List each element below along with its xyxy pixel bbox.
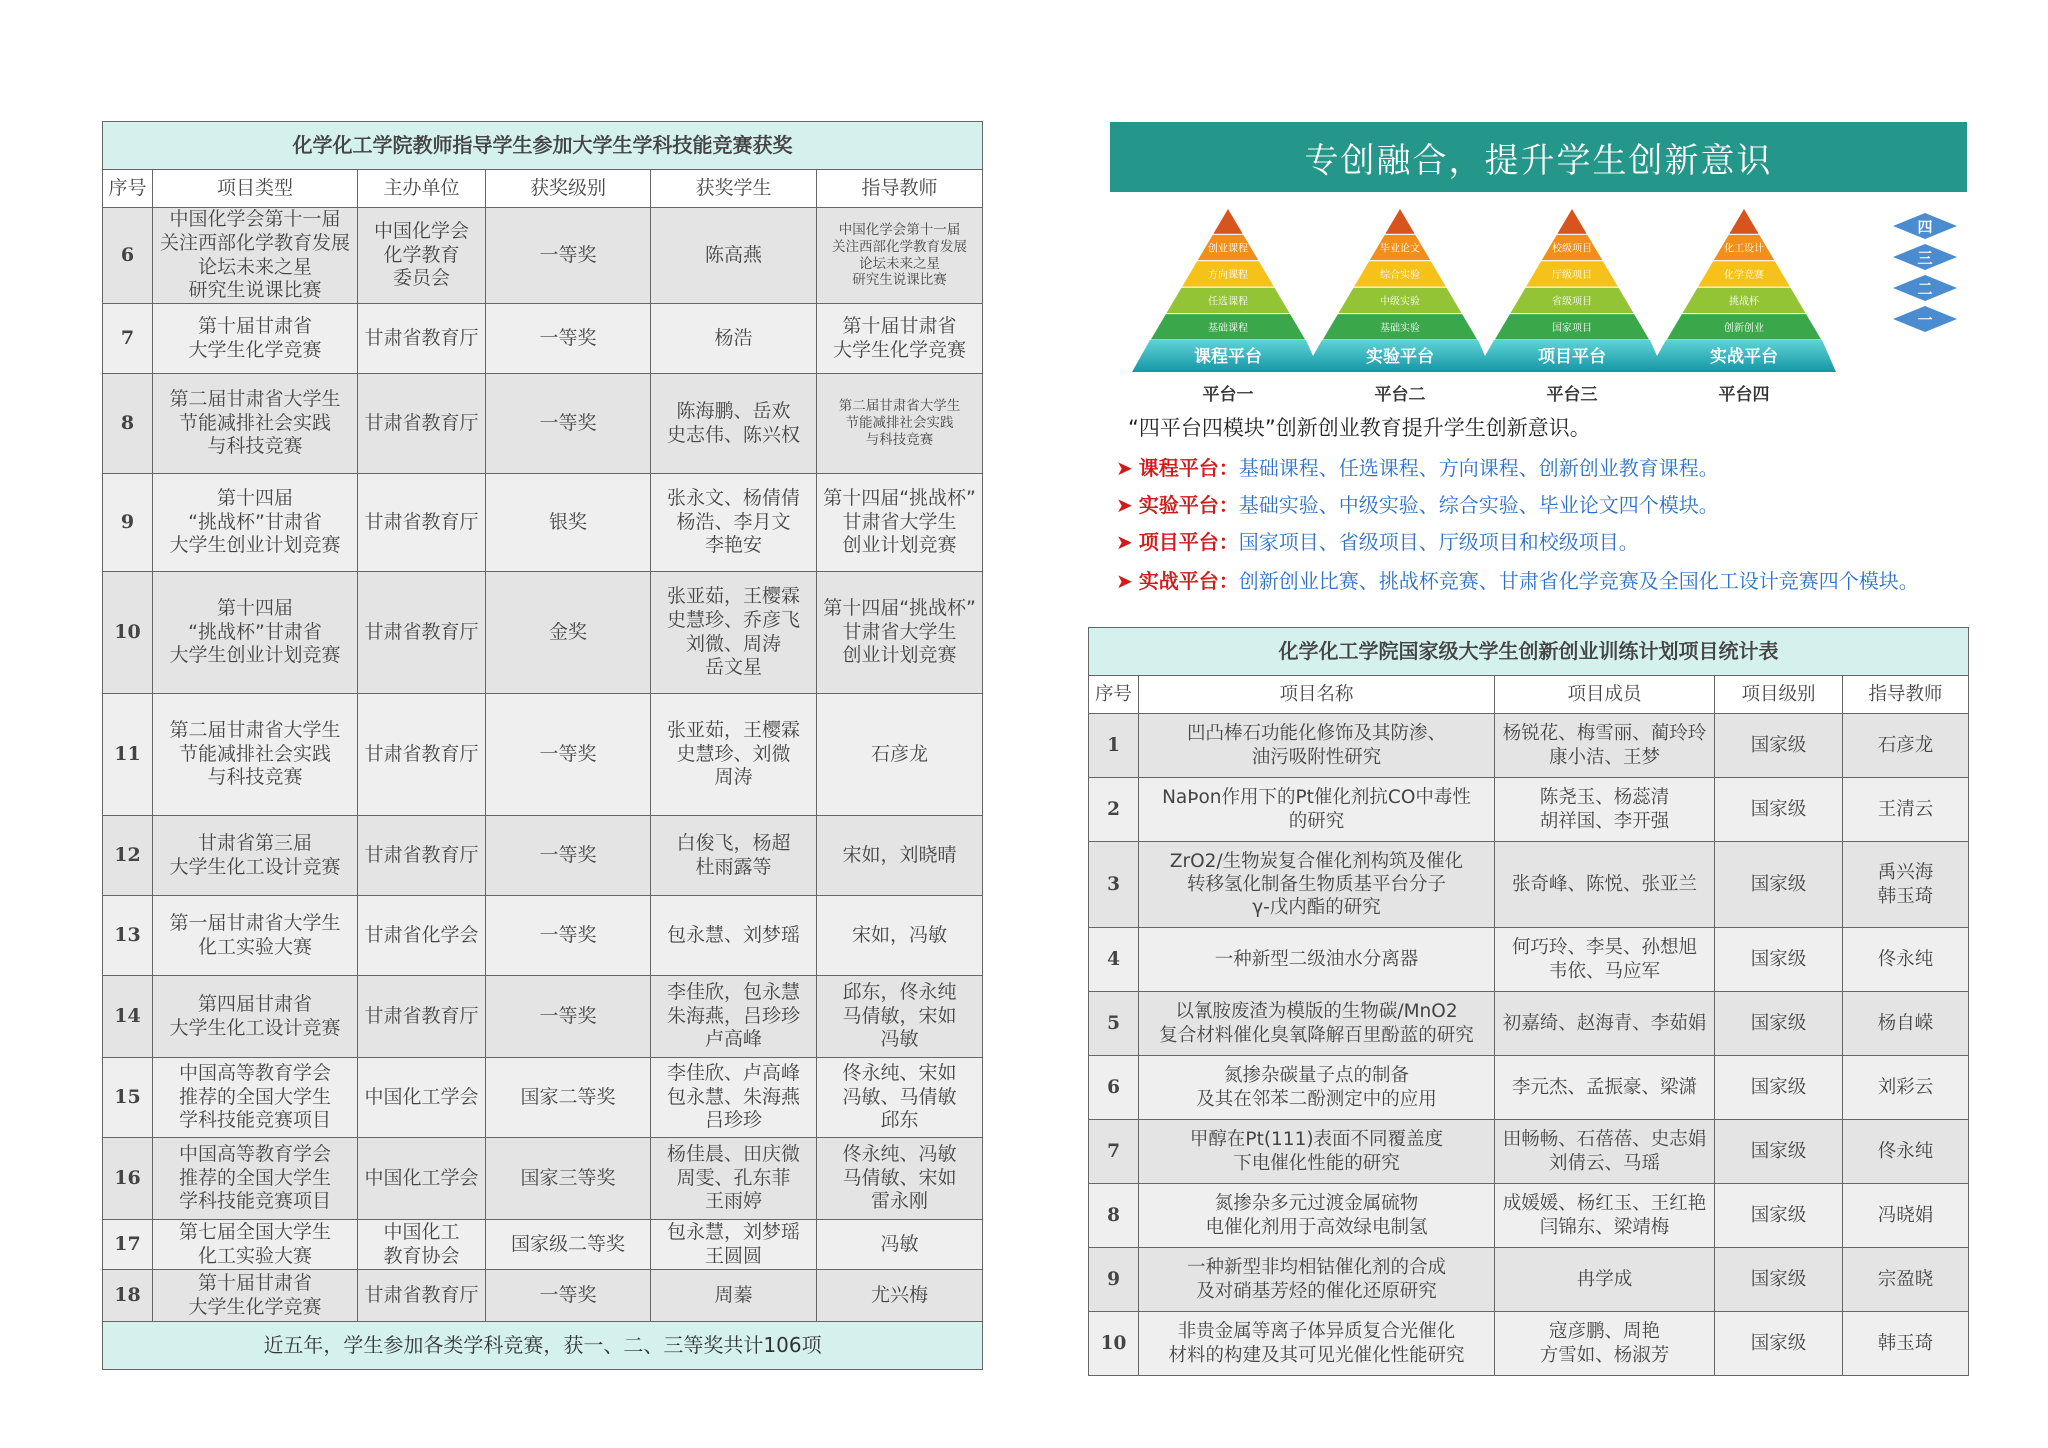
header-cell: 项目成员 [1495,676,1715,714]
pyramid [1132,208,1320,405]
cell-type: 第十四届 “挑战杯”甘肃省 大学生创业计划竞赛 [153,572,358,694]
cell-name: 氮掺杂多元过渡金属硫物 电催化剂用于高效绿电制氢 [1139,1184,1495,1248]
header-cell: 指导教师 [1843,676,1969,714]
pyramid-tier-label: 厅级项目 [1552,270,1592,281]
cell-no: 4 [1089,928,1139,992]
description-item [1116,489,1719,518]
cell-teacher: 佟永纯 [1843,928,1969,992]
cell-level: 一等奖 [486,694,651,816]
cell-type: 第四届甘肃省 大学生化工设计竞赛 [153,976,358,1058]
pyramid-tier-label: 校级项目 [1552,243,1592,255]
platform-label: 平台四 [1718,385,1770,405]
cell-no: 7 [103,304,153,374]
header-cell: 序号 [1089,676,1139,714]
header-cell: 指导教师 [817,170,983,208]
cell-no: 6 [103,208,153,304]
cell-students: 陈高燕 [651,208,817,304]
cell-members: 冉学成 [1495,1248,1715,1312]
table-row [103,694,983,816]
cell-level: 国家级 [1715,1120,1843,1184]
cell-teacher: 刘彩云 [1843,1056,1969,1120]
table-row [103,572,983,694]
cell-level: 国家级 [1715,842,1843,928]
cell-level: 一等奖 [486,816,651,896]
cell-students: 杨浩 [651,304,817,374]
cell-type: 第二届甘肃省大学生 节能减排社会实践 与科技竞赛 [153,374,358,474]
cell-members: 成媛媛、杨红玉、王红艳 闫锦东、梁靖梅 [1495,1184,1715,1248]
cell-no: 10 [103,572,153,694]
cell-teacher: 佟永纯、冯敏 马倩敏、宋如 雷永刚 [817,1138,983,1220]
pyramid-tier [1728,208,1759,234]
table-row [103,1270,983,1322]
cell-teacher: 禹兴海 韩玉琦 [1843,842,1969,928]
cell-no: 1 [1089,714,1139,778]
table-row [103,208,983,304]
cell-no: 5 [1089,992,1139,1056]
cell-members: 李元杰、孟振豪、梁潇 [1495,1056,1715,1120]
cell-org: 中国化工学会 [358,1138,486,1220]
description-item [1116,526,1639,555]
cell-level: 国家级 [1715,778,1843,842]
cell-type: 第十届甘肃省 大学生化学竞赛 [153,1270,358,1322]
cell-teacher: 邱东，佟永纯 马倩敏，宋如 冯敏 [817,976,983,1058]
cell-students: 白俊飞，杨超 杜雨露等 [651,816,817,896]
header-cell: 项目名称 [1139,676,1495,714]
cell-no: 9 [1089,1248,1139,1312]
cell-type: 第七届全国大学生 化工实验大赛 [153,1220,358,1270]
pyramid-tier-label: 毕业论文 [1380,243,1420,255]
cell-name: ZrO2/生物炭复合催化剂构筑及催化 转移氢化制备生物质基平台分子 γ-戊内酯的研究 [1139,842,1495,928]
cell-level: 国家级 [1715,1056,1843,1120]
cell-level: 国家级 [1715,714,1843,778]
cell-level: 一等奖 [486,896,651,976]
banner-title: 专创融合，提升学生创新意识 [1110,122,1967,192]
cell-teacher: 韩玉琦 [1843,1312,1969,1376]
cell-teacher: 第十届甘肃省 大学生化学竞赛 [817,304,983,374]
projects-table [1088,627,1969,1376]
pyramid-base-label: 实战平台 [1710,347,1778,367]
cell-students: 包永慧、刘梦瑶 [651,896,817,976]
cell-no: 16 [103,1138,153,1220]
cell-org: 甘肃省化学会 [358,896,486,976]
four-platform-pyramids [1110,200,1967,410]
awards-table-title: 化学化工学院教师指导学生参加大学生学科技能竞赛获奖 [103,122,983,170]
pyramid-tier-label: 创业课程 [1208,243,1248,255]
cell-students: 张永文、杨倩倩 杨浩、李月文 李艳安 [651,474,817,572]
cell-students: 陈海鹏、岳欢 史志伟、陈兴权 [651,374,817,474]
level-diamond-label: 一 [1917,311,1933,329]
cell-name: 一种新型二级油水分离器 [1139,928,1495,992]
projects-table-title: 化学化工学院国家级大学生创新创业训练计划项目统计表 [1089,628,1969,676]
header-cell: 项目级别 [1715,676,1843,714]
cell-level: 国家三等奖 [486,1138,651,1220]
cell-teacher: 宋如，冯敏 [817,896,983,976]
table-row [1089,842,1969,928]
cell-members: 杨锐花、梅雪丽、蔺玲玲 康小洁、王梦 [1495,714,1715,778]
cell-level: 银奖 [486,474,651,572]
cell-level: 一等奖 [486,208,651,304]
header-cell: 序号 [103,170,153,208]
cell-name: NaÞon作用下的Pt催化剂抗CO中毒性 的研究 [1139,778,1495,842]
cell-name: 以氰胺废渣为模版的生物碳/MnO2 复合材料催化臭氧降解百里酚蓝的研究 [1139,992,1495,1056]
cell-name: 甲醇在Pt(111)表面不同覆盖度 下电催化性能的研究 [1139,1120,1495,1184]
table-row [103,1058,983,1138]
table-row [1089,1312,1969,1376]
pyramid-base-label: 课程平台 [1194,347,1262,367]
awards-table-header [103,170,983,208]
cell-level: 一等奖 [486,976,651,1058]
table-row [103,374,983,474]
cell-type: 甘肃省第三届 大学生化工设计竞赛 [153,816,358,896]
table-row [1089,1120,1969,1184]
cell-level: 国家二等奖 [486,1058,651,1138]
description-key: 实验平台： [1138,493,1239,517]
cell-level: 国家级 [1715,1248,1843,1312]
cell-org: 中国化学会 化学教育 委员会 [358,208,486,304]
description-item [1116,565,1919,594]
pyramid-tier-label: 挑战杯 [1729,296,1759,308]
cell-no: 14 [103,976,153,1058]
cell-no: 3 [1089,842,1139,928]
cell-no: 6 [1089,1056,1139,1120]
cell-teacher: 宋如，刘晓晴 [817,816,983,896]
description-headline: “四平台四模块”创新创业教育提升学生创新意识。 [1128,416,1591,440]
cell-students: 周蓁 [651,1270,817,1322]
description-text: 基础实验、中级实验、综合实验、毕业论文四个模块。 [1238,493,1719,517]
cell-students: 杨佳晨、田庆微 周雯、孔东菲 王雨婷 [651,1138,817,1220]
cell-level: 一等奖 [486,374,651,474]
cell-members: 张奇峰、陈悦、张亚兰 [1495,842,1715,928]
cell-org: 中国化工 教育协会 [358,1220,486,1270]
platform-label: 平台三 [1546,385,1598,405]
awards-table-footer: 近五年，学生参加各类学科竞赛，获一、二、三等奖共计106项 [103,1322,983,1370]
cell-org: 中国化工学会 [358,1058,486,1138]
cell-org: 甘肃省教育厅 [358,816,486,896]
cell-level: 一等奖 [486,1270,651,1322]
cell-teacher: 中国化学会第十一届 关注西部化学教育发展 论坛未来之星 研究生说课比赛 [817,208,983,304]
cell-members: 初嘉绮、赵海青、李茹娟 [1495,992,1715,1056]
cell-students: 张亚茹，王樱霖 史慧珍、刘微 周涛 [651,694,817,816]
cell-name: 凹凸棒石功能化修饰及其防渗、 油污吸附性研究 [1139,714,1495,778]
arrow-icon: ➤ [1116,456,1133,480]
description-text: 创新创业比赛、挑战杯竞赛、甘肃省化学竞赛及全国化工设计竞赛四个模块。 [1238,569,1919,593]
pyramid-tier-label: 国家项目 [1552,322,1592,334]
cell-students: 李佳欣，包永慧 朱海燕，吕珍珍 卢高峰 [651,976,817,1058]
pyramid [1304,208,1492,405]
cell-name: 氮掺杂碳量子点的制备 及其在邻苯二酚测定中的应用 [1139,1056,1495,1120]
cell-no: 12 [103,816,153,896]
cell-no: 8 [1089,1184,1139,1248]
header-cell: 获奖级别 [486,170,651,208]
platform-label: 平台二 [1374,385,1426,405]
arrow-icon: ➤ [1116,569,1133,593]
arrow-icon: ➤ [1116,530,1133,554]
cell-teacher: 第二届甘肃省大学生 节能减排社会实践 与科技竞赛 [817,374,983,474]
cell-level: 一等奖 [486,304,651,374]
cell-no: 15 [103,1058,153,1138]
pyramid-tier-label: 任选课程 [1208,296,1248,308]
pyramid-tier [1212,208,1243,234]
header-cell: 获奖学生 [651,170,817,208]
cell-type: 中国高等教育学会 推荐的全国大学生 学科技能竞赛项目 [153,1138,358,1220]
cell-type: 中国化学会第十一届 关注西部化学教育发展 论坛未来之星 研究生说课比赛 [153,208,358,304]
table-row [1089,928,1969,992]
cell-org: 甘肃省教育厅 [358,474,486,572]
cell-teacher: 石彦龙 [817,694,983,816]
description-text: 基础课程、任选课程、方向课程、创新创业教育课程。 [1238,456,1719,480]
cell-no: 17 [103,1220,153,1270]
pyramid-tier-label: 方向课程 [1208,270,1248,281]
cell-type: 第十四届 “挑战杯”甘肃省 大学生创业计划竞赛 [153,474,358,572]
cell-no: 10 [1089,1312,1139,1376]
header-cell: 主办单位 [358,170,486,208]
header-cell: 项目类型 [153,170,358,208]
table-row [1089,1056,1969,1120]
level-diamond-label: 三 [1917,249,1933,267]
cell-teacher: 佟永纯 [1843,1120,1969,1184]
table-row [1089,778,1969,842]
cell-org: 甘肃省教育厅 [358,572,486,694]
description-key: 实战平台： [1138,569,1239,593]
cell-teacher: 宗盈晓 [1843,1248,1969,1312]
table-row [1089,1248,1969,1312]
description-key: 课程平台： [1138,456,1239,480]
cell-teacher: 杨自嵘 [1843,992,1969,1056]
cell-name: 一种新型非均相钴催化剂的合成 及对硝基芳烃的催化还原研究 [1139,1248,1495,1312]
cell-members: 田畅畅、石蓓蓓、史志娟 刘倩云、马瑶 [1495,1120,1715,1184]
cell-level: 国家级二等奖 [486,1220,651,1270]
platform-label: 平台一 [1202,385,1254,405]
description-item [1116,452,1719,481]
pyramid-base-label: 项目平台 [1538,347,1606,367]
level-diamond-label: 四 [1917,218,1933,236]
pyramid-tier-label: 省级项目 [1552,296,1592,308]
table-row [1089,1184,1969,1248]
cell-no: 7 [1089,1120,1139,1184]
table-row [103,474,983,572]
pyramid-tier-label: 基础实验 [1380,322,1420,334]
table-row [103,976,983,1058]
cell-type: 中国高等教育学会 推荐的全国大学生 学科技能竞赛项目 [153,1058,358,1138]
cell-type: 第一届甘肃省大学生 化工实验大赛 [153,896,358,976]
cell-type: 第十届甘肃省 大学生化学竞赛 [153,304,358,374]
pyramid-tier-label: 中级实验 [1380,296,1420,308]
cell-type: 第二届甘肃省大学生 节能减排社会实践 与科技竞赛 [153,694,358,816]
pyramid [1476,208,1664,405]
cell-teacher: 王清云 [1843,778,1969,842]
description-text: 国家项目、省级项目、厅级项目和校级项目。 [1238,530,1639,554]
cell-level: 国家级 [1715,992,1843,1056]
cell-students: 包永慧，刘梦瑶 王圆圆 [651,1220,817,1270]
projects-table-header [1089,676,1969,714]
cell-level: 国家级 [1715,1184,1843,1248]
cell-org: 甘肃省教育厅 [358,374,486,474]
pyramid-tier-label: 综合实验 [1380,270,1420,281]
cell-teacher: 冯敏 [817,1220,983,1270]
pyramid-tier-label: 基础课程 [1208,322,1248,334]
cell-teacher: 佟永纯、宋如 冯敏、马倩敏 邱东 [817,1058,983,1138]
description-key: 项目平台： [1138,530,1239,554]
cell-no: 11 [103,694,153,816]
pyramid-base-label: 实验平台 [1366,347,1434,367]
cell-teacher: 冯晓娟 [1843,1184,1969,1248]
cell-teacher: 第十四届“挑战杯” 甘肃省大学生 创业计划竞赛 [817,572,983,694]
table-row [1089,992,1969,1056]
cell-no: 9 [103,474,153,572]
pyramid-tier-label: 创新创业 [1724,322,1764,334]
cell-org: 甘肃省教育厅 [358,976,486,1058]
cell-level: 金奖 [486,572,651,694]
cell-members: 何巧玲、李昊、孙想旭 韦依、马应军 [1495,928,1715,992]
table-row [103,1220,983,1270]
cell-members: 寇彦鹏、周艳 方雪如、杨淑芳 [1495,1312,1715,1376]
pyramid-tier-label: 化工设计 [1724,243,1764,255]
table-row [103,896,983,976]
cell-no: 13 [103,896,153,976]
awards-table [102,121,983,1370]
cell-no: 18 [103,1270,153,1322]
cell-org: 甘肃省教育厅 [358,694,486,816]
cell-name: 非贵金属等离子体异质复合光催化 材料的构建及其可见光催化性能研究 [1139,1312,1495,1376]
table-row [103,304,983,374]
table-row [103,1138,983,1220]
cell-level: 国家级 [1715,928,1843,992]
cell-students: 张亚茹，王樱霖 史慧珍、乔彦飞 刘微、周涛 岳文星 [651,572,817,694]
cell-level: 国家级 [1715,1312,1843,1376]
table-row [1089,714,1969,778]
cell-teacher: 石彦龙 [1843,714,1969,778]
pyramid-tier [1384,208,1415,234]
cell-no: 2 [1089,778,1139,842]
cell-no: 8 [103,374,153,474]
cell-org: 甘肃省教育厅 [358,1270,486,1322]
cell-students: 李佳欣、卢高峰 包永慧、朱海燕 吕珍珍 [651,1058,817,1138]
cell-teacher: 尤兴梅 [817,1270,983,1322]
pyramid [1648,208,1836,405]
cell-org: 甘肃省教育厅 [358,304,486,374]
cell-members: 陈尧玉、杨蕊清 胡祥国、李开强 [1495,778,1715,842]
pyramid-tier [1556,208,1587,234]
level-diamond-label: 二 [1917,280,1933,298]
cell-teacher: 第十四届“挑战杯” 甘肃省大学生 创业计划竞赛 [817,474,983,572]
pyramid-tier-label: 化学竞赛 [1724,270,1764,281]
arrow-icon: ➤ [1116,493,1133,517]
table-row [103,816,983,896]
